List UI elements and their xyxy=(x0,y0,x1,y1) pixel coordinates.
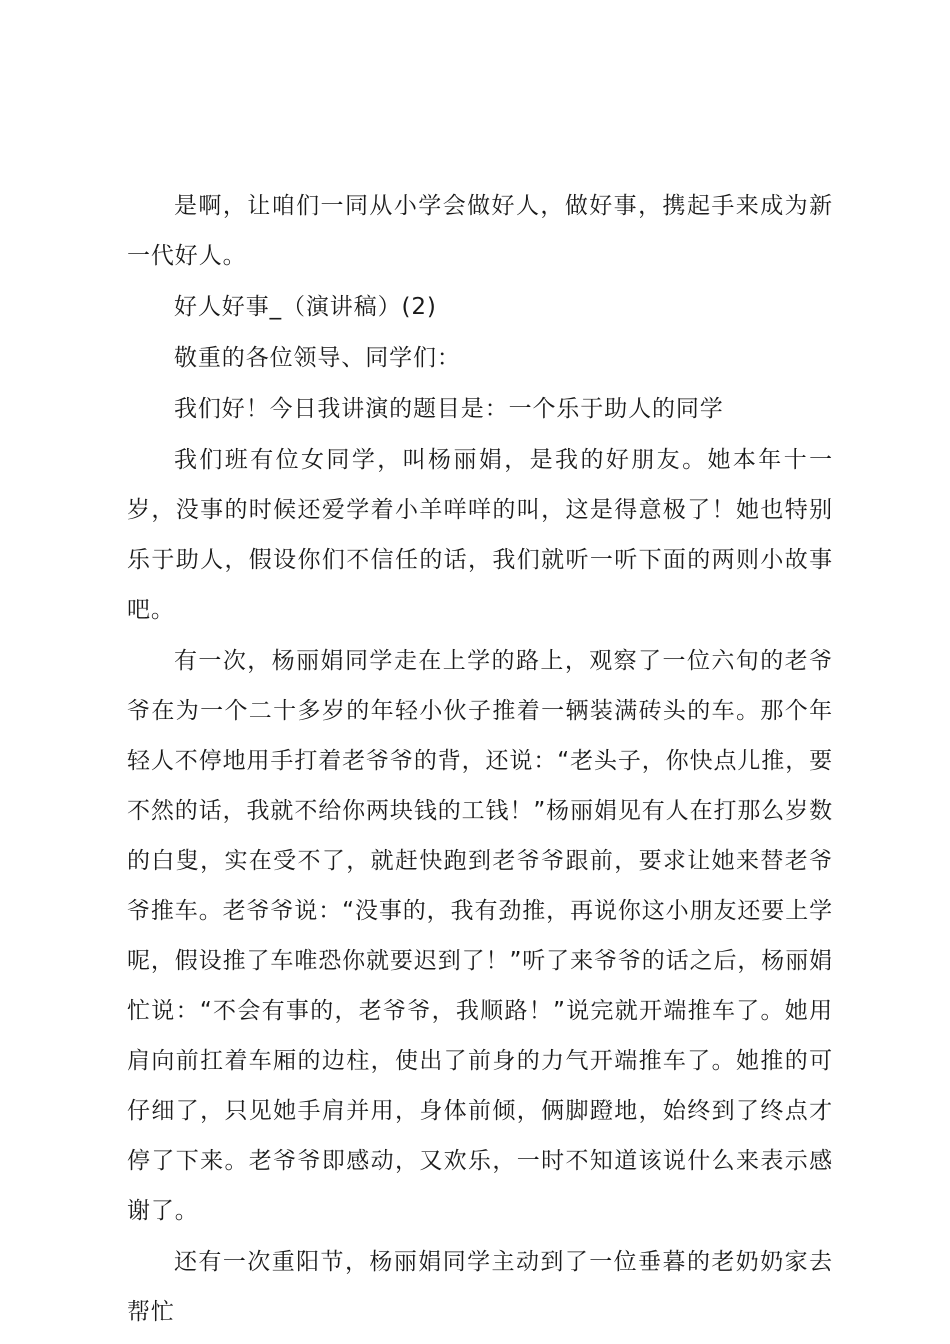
paragraph-story-two: 还有一次重阳节，杨丽娟同学主动到了一位垂暮的老奶奶家去帮忙 xyxy=(127,1249,833,1325)
paragraph-greeting: 我们好！今日我讲演的题目是：一个乐于助人的同学 xyxy=(174,396,724,422)
paragraph-introduction: 我们班有位女同学，叫杨丽娟，是我的好朋友。她本年十一岁，没事的时候还爱学着小羊咩咩的叫，这是得意极了！她也特别乐于助人，假设你们不信任的话，我们就听一听下面的两则小故事吧。 xyxy=(127,447,833,623)
document-body xyxy=(127,181,833,1337)
paragraph-salutation: 敬重的各位领导、同学们： xyxy=(174,345,461,371)
paragraph-closing: 是啊，让咱们一同从小学会做好人，做好事，携起手来成为新一代好人。 xyxy=(127,193,833,269)
paragraph-section-title: 好人好事_（演讲稿）(2) xyxy=(174,294,437,320)
paragraph-story-one: 有一次，杨丽娟同学走在上学的路上，观察了一位六旬的老爷爷在为一个二十多岁的年轻小伙子推着一辆装满砖头的车。那个年轻人不停地用手打着老爷爷的背，还说：“老头子，你快点儿推，要不然的话，我就不给你两块钱的工钱！”杨丽娟见有人在打那么岁数的白叟，实在受不了，就赶快跑到老爷爷跟前，要求让她来替老爷爷推车。老爷爷说：“没事的，我有劲推，再说你这小朋友还要上学呢，假设推了车唯恐你就要迟到了！”听了来爷爷的话之后，杨丽娟忙说：“不会有事的，老爷爷，我顺路！”说完就开端推车了。她用肩向前扛着车厢的边柱，使出了前身的力气开端推车了。她推的可仔细了，只见她手肩并用，身体前倾，俩脚蹬地，始终到了终点才停了下来。老爷爷即感动，又欢乐，一时不知道该说什么来表示感谢了。 xyxy=(127,648,833,1224)
